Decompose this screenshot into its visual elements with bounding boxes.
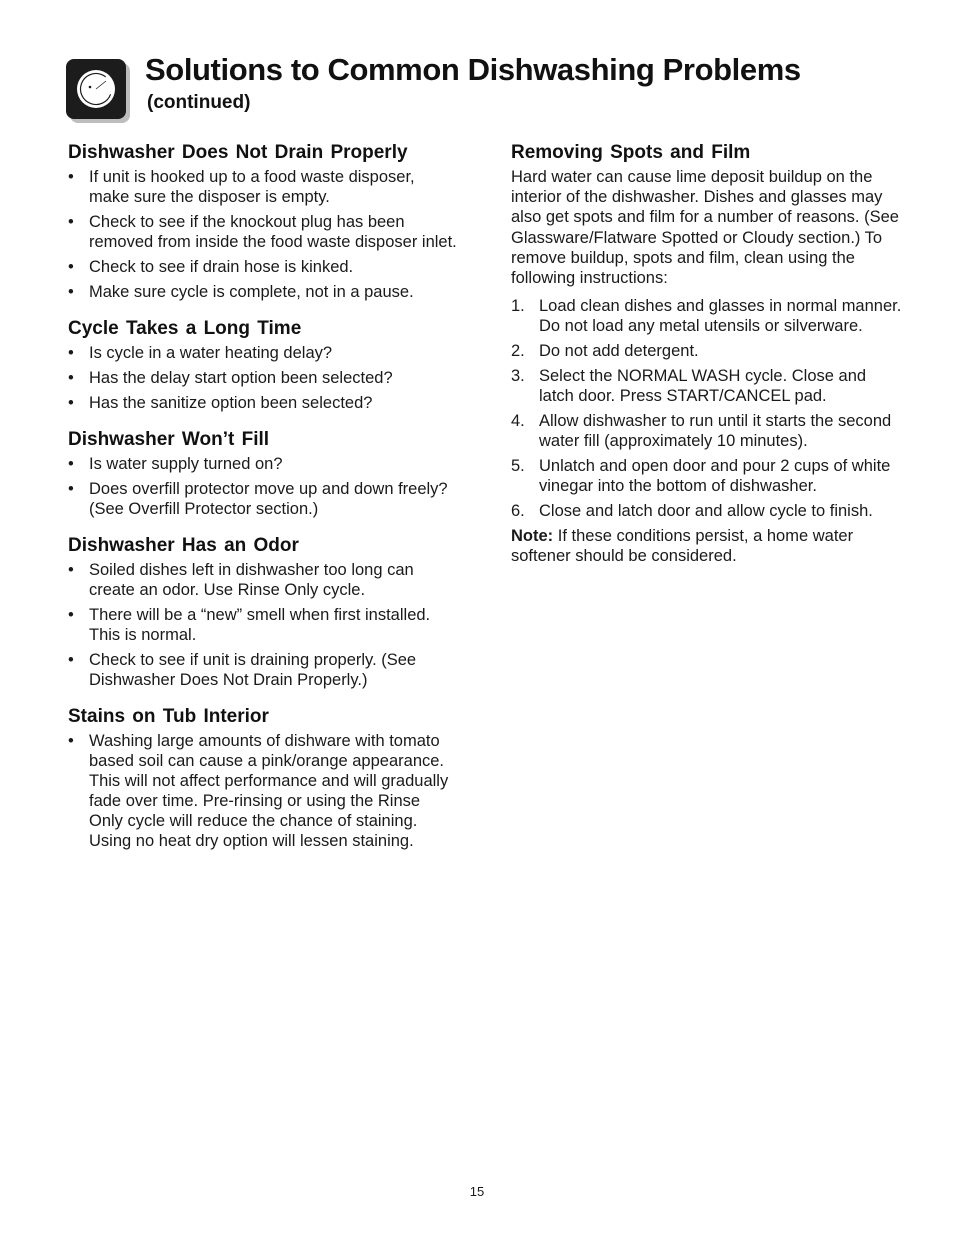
list-item: [511, 411, 903, 451]
bullet-list: [68, 343, 458, 413]
list-item: [68, 393, 458, 413]
list-item: [68, 560, 458, 600]
step-text: Select the NORMAL WASH cycle. Close and latch door. Press START/CANCEL pad.: [539, 367, 867, 406]
right-column: [511, 140, 903, 575]
bullet-list: [68, 560, 458, 690]
list-item: [68, 282, 458, 302]
steps-list: [511, 296, 903, 521]
section-heading: Dishwasher Won’t Fill: [68, 429, 270, 450]
list-item: [68, 368, 458, 388]
page-subtitle: (continued): [147, 92, 251, 113]
list-item: [511, 456, 903, 496]
list-item: [68, 731, 458, 851]
bullet-icon: •: [68, 480, 74, 498]
bullet-icon: •: [68, 213, 74, 231]
list-item-text: Is cycle in a water heating delay?: [89, 344, 333, 362]
section-heading: Dishwasher Has an Odor: [68, 535, 299, 556]
list-item-text: Make sure cycle is complete, not in a pause.: [89, 283, 414, 301]
bullet-icon: •: [68, 455, 74, 473]
intro-paragraph: Hard water can cause lime deposit buildup on the interior of the dishwasher. Dishes and glasses may also get spots and film for a number of reasons. (See Glassware/Flatware Spotted or Cloudy section.) To remove buildup, spots and film, clean using the following instructions:: [511, 168, 899, 288]
page-title: Solutions to Common Dishwashing Problems: [145, 52, 801, 87]
bullet-list: [68, 731, 458, 851]
list-item: [511, 366, 903, 406]
header-icon: [66, 59, 130, 123]
list-item: [68, 167, 458, 207]
section-odor: [68, 533, 458, 690]
bullet-list: [68, 167, 458, 302]
bullet-icon: •: [68, 606, 74, 624]
section-heading: Cycle Takes a Long Time: [68, 318, 302, 339]
list-item-text: If unit is hooked up to a food waste disposer, make sure the disposer is empty.: [89, 168, 415, 206]
bullet-icon: •: [68, 651, 74, 669]
list-item-text: Has the delay start option been selected?: [89, 369, 393, 387]
bullet-icon: •: [68, 369, 74, 387]
step-number: 6.: [511, 502, 525, 521]
step-number: 5.: [511, 457, 525, 476]
list-item: [68, 454, 458, 474]
note-label: Note:: [511, 527, 554, 546]
list-item-text: Check to see if unit is draining properly. (See Dishwasher Does Not Drain Properly.): [89, 651, 417, 689]
bullet-icon: •: [68, 258, 74, 276]
step-text: Unlatch and open door and pour 2 cups of white vinegar into the bottom of dishwasher.: [539, 457, 891, 496]
list-item: [68, 479, 458, 519]
section-stains: [68, 704, 458, 851]
left-column: [68, 140, 458, 865]
list-item-text: Check to see if the knockout plug has been removed from inside the food waste disposer inlet.: [89, 213, 457, 251]
bullet-icon: •: [68, 394, 74, 412]
section-wont-fill: [68, 427, 458, 519]
step-number: 2.: [511, 342, 525, 361]
dishwasher-logo-icon: [66, 59, 130, 123]
note-text: If these conditions persist, a home water softener should be considered.: [511, 527, 854, 566]
list-item-text: Washing large amounts of dishware with tomato based soil can cause a pink/orange appearance. This will not affect performance and will gradually fade over time. Pre-rinsing or using the Rinse Only cycle will reduce the chance of staining. Using no heat dry option will lessen staining.: [89, 732, 449, 850]
section-heading: Dishwasher Does Not Drain Properly: [68, 142, 408, 163]
list-item-text: Check to see if drain hose is kinked.: [89, 258, 354, 276]
list-item: [511, 341, 903, 361]
list-item-text: Has the sanitize option been selected?: [89, 394, 373, 412]
list-item: [511, 501, 903, 521]
list-item: [68, 605, 458, 645]
section-heading: Stains on Tub Interior: [68, 706, 269, 727]
step-number: 3.: [511, 367, 525, 386]
list-item: [68, 212, 458, 252]
section-long-time: [68, 316, 458, 413]
page-number: 15: [469, 1184, 485, 1199]
step-text: Close and latch door and allow cycle to finish.: [539, 502, 873, 521]
bullet-icon: •: [68, 344, 74, 362]
bullet-list: [68, 454, 458, 519]
list-item: [68, 343, 458, 363]
bullet-icon: •: [68, 283, 74, 301]
list-item-text: There will be a “new” smell when first installed. This is normal.: [89, 606, 431, 644]
list-item: [68, 257, 458, 277]
bullet-icon: •: [68, 732, 74, 750]
note-paragraph: [511, 526, 903, 566]
list-item-text: Is water supply turned on?: [89, 455, 283, 473]
bullet-icon: •: [68, 561, 74, 579]
step-number: 1.: [511, 297, 525, 316]
bullet-icon: •: [68, 168, 74, 186]
step-text: Load clean dishes and glasses in normal manner. Do not load any metal utensils or silverware.: [539, 297, 902, 336]
section-not-drain: [68, 140, 458, 302]
step-text: Allow dishwasher to run until it starts the second water fill (approximately 10 minutes).: [539, 412, 892, 451]
section-heading: Removing Spots and Film: [511, 142, 751, 163]
step-number: 4.: [511, 412, 525, 431]
list-item: [511, 296, 903, 336]
list-item: [68, 650, 458, 690]
step-text: Do not add detergent.: [539, 342, 699, 361]
list-item-text: Does overfill protector move up and down freely? (See Overfill Protector section.): [89, 480, 448, 518]
list-item-text: Soiled dishes left in dishwasher too long can create an odor. Use Rinse Only cycle.: [89, 561, 414, 599]
